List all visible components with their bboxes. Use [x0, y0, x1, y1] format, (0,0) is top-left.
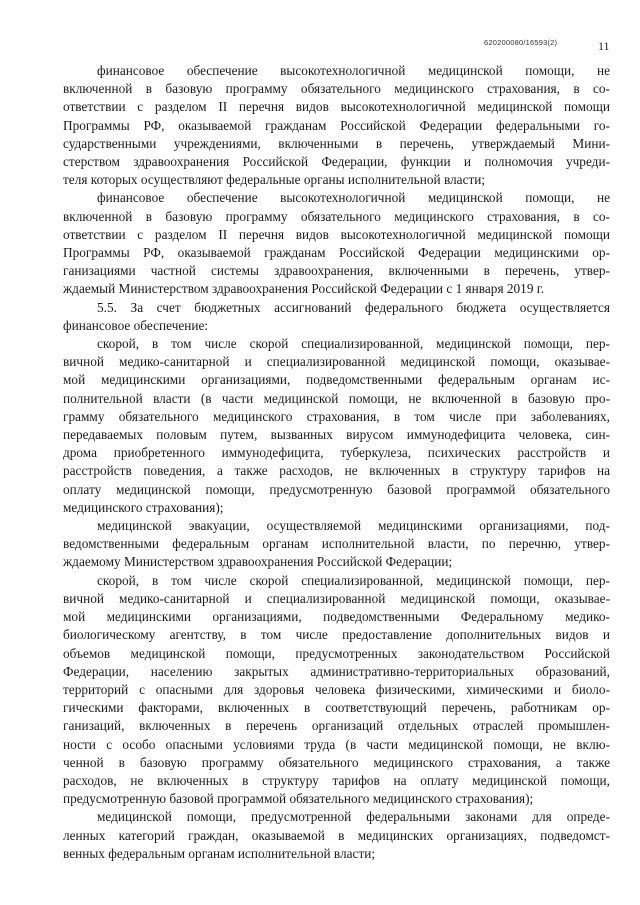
document-number: 620200080/16593(2)	[484, 38, 558, 47]
text-line: вичной медико-санитарной и специализированной медицинской помощи, оказывае-	[63, 354, 610, 370]
paragraph	[63, 62, 610, 189]
paragraph	[63, 335, 610, 517]
text-line: биологическому агентству, в том числе предоставление дополнительных видов и	[63, 627, 610, 643]
page-number: 11	[598, 39, 610, 53]
text-line: скорой, в том числе скорой специализированной, медицинской помощи, пер-	[97, 572, 610, 588]
text-line: Федерации, населению закрытых административно-территориальных образований,	[63, 663, 610, 679]
text-line: дрома приобретенного иммунодефицита, туберкулеза, психических расстройств и	[63, 445, 610, 461]
text-line: включенной в базовую программу обязательного медицинского страхования, в со-	[63, 81, 610, 97]
text-line: медицинской эвакуации, осуществляемой медицинскими организациями, под-	[97, 518, 610, 534]
text-line: мой медицинскими организациями, подведомственными федеральным органам ис-	[63, 372, 610, 388]
text-line: передаваемых половым путем, вызванных вирусом иммунодефицита человека, син-	[63, 427, 610, 443]
text-line: гическими факторами, включенных в соответствующий перечень, работникам ор-	[63, 700, 610, 716]
text-line: ждаемый Министерством здравоохранения Российской Федерации с 1 января 2019 г.	[63, 281, 545, 297]
text-line: медицинской помощи, предусмотренной федеральными законами для опреде-	[97, 809, 610, 825]
text-line: теля которых осуществляют федеральные органы исполнительной власти;	[63, 172, 486, 188]
text-line: медицинского страхования);	[63, 499, 224, 515]
text-line: ченной в базовую программу обязательного медицинского страхования, а также	[63, 754, 610, 770]
text-line: ждаемому Министерством здравоохранения Российской Федерации;	[63, 554, 453, 570]
text-line: ганизаций, включенных в перечень организаций отдельных отраслей промышлен-	[63, 718, 610, 734]
text-line: финансовое обеспечение:	[63, 317, 209, 333]
text-line: Программы РФ, оказываемой гражданам Российской Федерации медицинскими ор-	[63, 245, 610, 261]
text-line: расстройств поведения, а также расходов, не включенных в структуру тарифов на	[63, 463, 610, 479]
text-line: грамму обязательного медицинского страхования, в том числе при заболеваниях,	[63, 408, 610, 424]
text-line: мой медицинскими организациями, подведомственными Федеральному медико-	[63, 609, 610, 625]
paragraph	[63, 189, 610, 298]
document-body	[63, 62, 610, 863]
text-line: ности с особо опасными условиями труда (в части медицинской помощи, не вклю-	[63, 736, 610, 752]
text-line: ответствии с разделом II перечня видов высокотехнологичной медицинской помощи	[63, 99, 610, 115]
text-line: ответствии с разделом II перечня видов высокотехнологичной медицинской помощи	[63, 226, 610, 242]
text-line: вичной медико-санитарной и специализированной медицинской помощи, оказывае-	[63, 590, 610, 606]
text-line: сударственными учреждениями, включенными в перечень, утверждаемый Мини-	[63, 135, 610, 151]
text-line: оплату медицинской помощи, предусмотренную базовой программой обязательного	[63, 481, 610, 497]
text-line: стерством здравоохранения Российской Федерации, функции и полномочия учреди-	[63, 154, 610, 170]
text-line: финансовое обеспечение высокотехнологичной медицинской помощи, не	[97, 190, 610, 206]
text-line: полнительной власти (в части медицинской помощи, не включенной в базовую про-	[63, 390, 610, 406]
text-line: предусмотренную базовой программой обязательного медицинского страхования);	[63, 791, 534, 807]
text-line: ганизациями частной системы здравоохранения, включенными в перечень, утвер-	[63, 263, 610, 279]
text-line: ленных категорий граждан, оказываемой в медицинских организациях, подведомст-	[63, 827, 610, 843]
text-line: венных федеральным органам исполнительной власти;	[63, 845, 376, 861]
text-line: включенной в базовую программу обязательного медицинского страхования, в со-	[63, 208, 610, 224]
text-line: скорой, в том числе скорой специализированной, медицинской помощи, пер-	[97, 336, 610, 352]
text-line: объемов медицинской помощи, предусмотренных законодательством Российской	[63, 645, 610, 661]
text-line: 5.5. За счет бюджетных ассигнований федерального бюджета осуществляется	[97, 299, 610, 315]
text-line: финансовое обеспечение высокотехнологичной медицинской помощи, не	[97, 63, 610, 78]
paragraph	[63, 572, 610, 809]
paragraph	[63, 808, 610, 863]
text-line: ведомственными федеральным органам исполнительной власти, по перечню, утвер-	[63, 536, 610, 552]
paragraph	[63, 517, 610, 572]
text-line: Программы РФ, оказываемой гражданам Российской Федерации федеральными го-	[63, 117, 610, 133]
paragraph	[63, 299, 610, 335]
text-line: территорий с опасными для здоровья человека физическими, химическими и биоло-	[63, 681, 610, 697]
text-line: расходов, не включенных в структуру тарифов на оплату медицинской помощи,	[63, 772, 610, 788]
